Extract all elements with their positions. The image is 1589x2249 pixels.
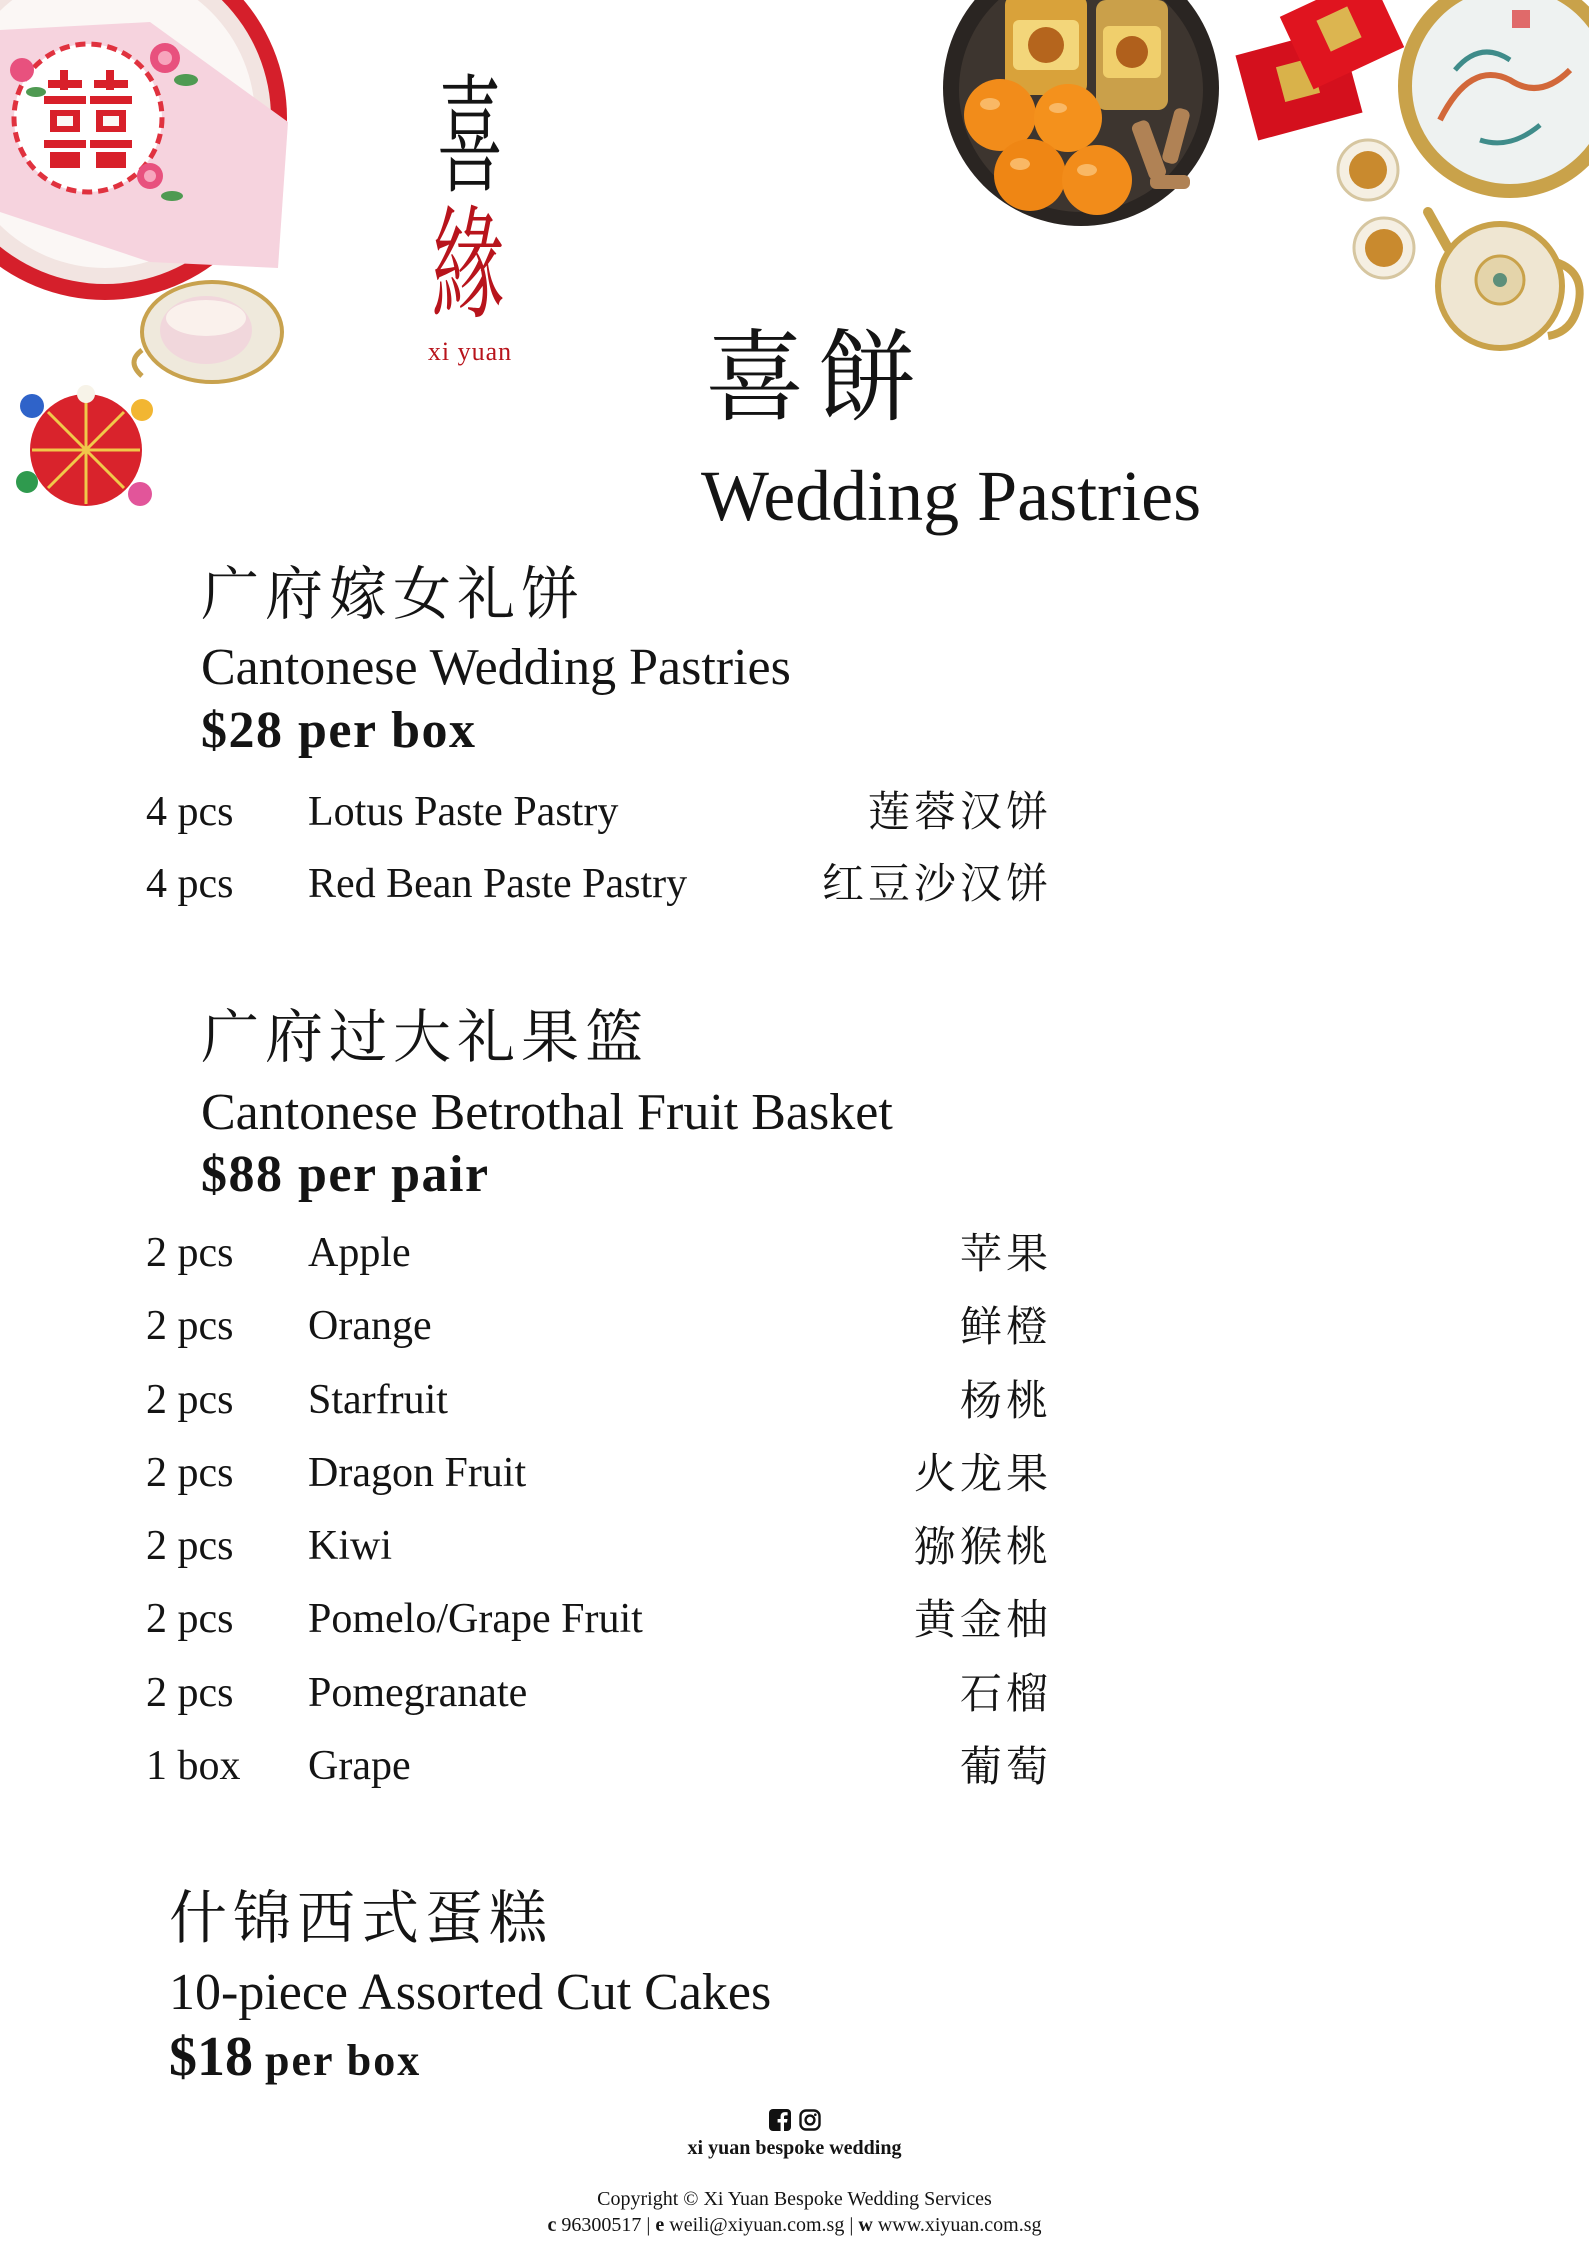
red-envelopes-image [1235,0,1404,140]
website-url: www.xiyuan.com.sg [877,2214,1042,2236]
item-name: Apple [308,1230,411,1276]
phone-label: c [547,2214,557,2236]
item-name: Starfruit [308,1376,448,1423]
item-name: Dragon Fruit [308,1449,527,1496]
section-price: $28 per box [201,702,477,759]
email-address: weili@xiyuan.com.sg [669,2214,845,2236]
section-title-chinese: 什锦西式蛋糕 [169,1884,554,1952]
item-name-chinese: 黄金柚 [913,1595,1052,1645]
phone-number: 96300517 [561,2214,642,2236]
item-quantity: 2 pcs [146,1303,234,1350]
section-title: Cantonese Wedding Pastries [201,639,791,696]
item-name-chinese: 火龙果 [913,1448,1052,1498]
item-quantity: 2 pcs [146,1596,234,1643]
item-name: Pomelo/Grape Fruit [308,1596,643,1643]
item-quantity: 2 pcs [146,1230,234,1276]
teapot-image [1428,212,1580,348]
list-item [0,1510,1589,1583]
item-name-chinese: 苹果 [959,1229,1052,1278]
section-title: 10-piece Assorted Cut Cakes [169,1964,772,2021]
item-quantity: 4 pcs [146,789,234,835]
logo-wordmark: xi yuan [427,337,513,366]
social-icons [0,2109,1589,2132]
item-quantity: 2 pcs [146,1449,234,1496]
facebook-icon [769,2109,791,2131]
item-name: Red Bean Paste Pastry [308,861,688,907]
wedding-pastries-item-list [0,776,1589,920]
website-label: w [858,2214,873,2236]
item-quantity: 2 pcs [146,1523,234,1570]
copyright-text: Copyright © Xi Yuan Bespoke Wedding Services [597,2188,992,2210]
list-item [0,776,1589,848]
list-item [0,1290,1589,1363]
item-name-chinese: 猕猴桃 [913,1522,1052,1572]
logo-top-character: 喜 [437,62,503,213]
footer-brand: xi yuan bespoke wedding [687,2137,902,2159]
logo-bottom-character: 緣 [432,193,505,337]
section-price: $88 per pair [201,1146,490,1203]
item-name-chinese: 鲜橙 [959,1302,1052,1352]
instagram-icon [799,2109,821,2131]
item-quantity: 4 pcs [146,861,234,907]
section-title-chinese: 广府嫁女礼饼 [201,560,586,628]
item-name-chinese: 杨桃 [959,1375,1052,1425]
separator: | [849,2214,854,2236]
email-label: e [655,2214,665,2236]
page-title: Wedding Pastries [701,456,1202,536]
price-unit: per box [265,2036,422,2085]
separator: | [646,2214,651,2236]
item-quantity: 2 pcs [146,1669,234,1716]
list-item [0,1657,1589,1730]
tea-glass-image [134,282,282,382]
item-name-chinese: 石榴 [959,1668,1052,1718]
red-ornament-image [16,385,153,506]
price-amount: $18 [169,2026,253,2088]
item-quantity: 2 pcs [146,1376,234,1423]
tea-cups-image [1338,140,1414,278]
item-name: Orange [308,1303,432,1350]
section-price [169,2026,422,2088]
list-item [0,1364,1589,1437]
page-title-chinese: 喜餅 [705,319,929,436]
fruit-basket-item-list [0,1217,1589,1803]
item-name: Pomegranate [308,1669,528,1716]
decorative-photos [0,0,1589,520]
list-item [0,1217,1589,1290]
item-quantity: 1 box [146,1743,241,1790]
wedding-tray-image [0,0,288,300]
item-name-chinese: 红豆沙汉饼 [821,859,1052,908]
list-item [0,1583,1589,1656]
list-item [0,848,1589,920]
fruit-bowl-image [943,0,1219,226]
list-item [0,1730,1589,1803]
item-name: Kiwi [308,1523,392,1570]
contact-line [0,2215,1589,2235]
item-name-chinese: 葡萄 [959,1742,1052,1792]
item-name-chinese: 莲蓉汉饼 [867,787,1052,836]
item-name: Grape [308,1743,411,1790]
section-title-chinese: 广府过大礼果篮 [201,1003,650,1071]
list-item [0,1437,1589,1510]
phoenix-plate-image [1398,0,1589,198]
item-name: Lotus Paste Pastry [308,789,619,835]
section-title: Cantonese Betrothal Fruit Basket [201,1084,893,1141]
